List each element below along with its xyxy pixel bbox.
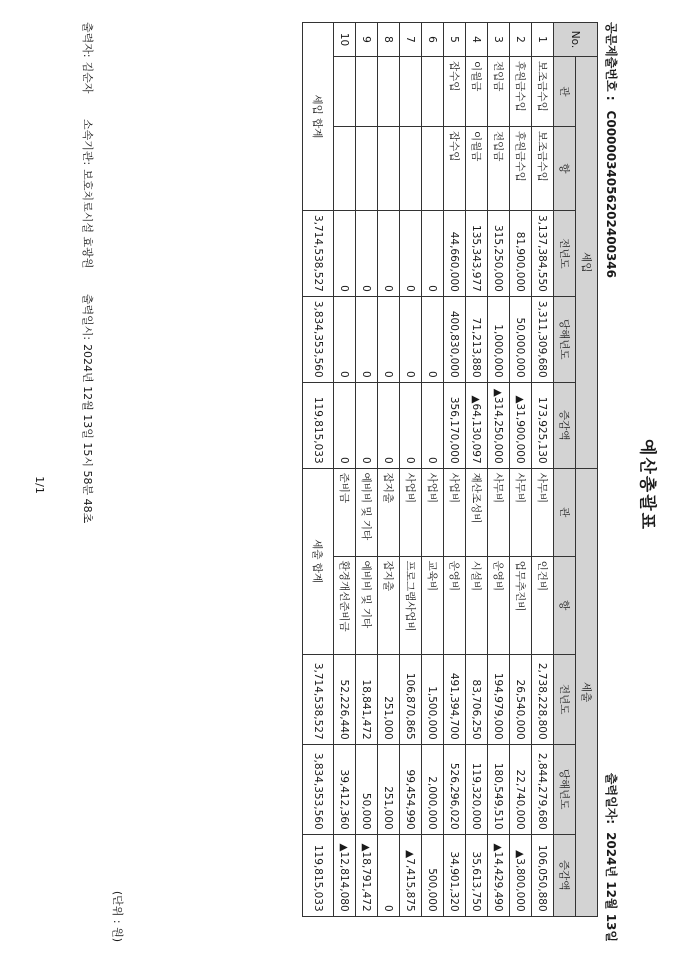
revenue-curr: 0	[356, 296, 378, 382]
header-expenditure-hang: 항	[554, 556, 576, 654]
revenue-gwan: 후원금수입	[510, 57, 532, 127]
table-row	[488, 23, 510, 917]
table-row	[378, 23, 400, 917]
expenditure-curr: 251,000	[378, 744, 400, 834]
expenditure-hang: 환경개선준비금	[334, 556, 356, 654]
expenditure-diff: 106,050,880	[532, 834, 554, 916]
table-row	[356, 23, 378, 917]
expenditure-diff: ▲7,415,875	[400, 834, 422, 916]
table-row	[532, 23, 554, 917]
revenue-gwan	[400, 57, 422, 127]
expenditure-curr: 2,844,279,680	[532, 744, 554, 834]
revenue-hang: 잡수입	[444, 127, 466, 211]
revenue-hang: 보조금수입	[532, 127, 554, 211]
revenue-curr: 50,000,000	[510, 296, 532, 382]
revenue-hang	[422, 127, 444, 211]
row-no: 4	[466, 23, 488, 57]
row-no: 9	[356, 23, 378, 57]
revenue-hang	[334, 127, 356, 211]
header-expenditure: 세출	[576, 468, 598, 916]
expenditure-gwan: 사업비	[422, 468, 444, 556]
revenue-diff: 0	[334, 382, 356, 468]
output-date-value: 2024년 12월 13일	[604, 832, 618, 942]
revenue-total-curr: 3,834,353,560	[303, 296, 334, 382]
revenue-diff: ▲64,130,097	[466, 382, 488, 468]
expenditure-prev: 194,979,000	[488, 654, 510, 744]
revenue-diff: ▲31,900,000	[510, 382, 532, 468]
revenue-gwan	[422, 57, 444, 127]
row-no: 5	[444, 23, 466, 57]
revenue-diff: 0	[378, 382, 400, 468]
revenue-diff: 0	[356, 382, 378, 468]
budget-table	[302, 22, 598, 917]
revenue-curr: 3,311,309,680	[532, 296, 554, 382]
revenue-curr: 0	[378, 296, 400, 382]
revenue-prev: 0	[378, 211, 400, 297]
expenditure-hang: 운영비	[488, 556, 510, 654]
revenue-gwan: 전입금	[488, 57, 510, 127]
revenue-prev: 0	[400, 211, 422, 297]
revenue-prev: 3,137,384,550	[532, 211, 554, 297]
document-number-value: C0000034056202400346	[604, 110, 618, 278]
header-no: No.	[554, 23, 598, 57]
expenditure-prev: 491,394,700	[444, 654, 466, 744]
expenditure-gwan: 준비금	[334, 468, 356, 556]
revenue-gwan: 이월금	[466, 57, 488, 127]
expenditure-diff: ▲18,791,472	[356, 834, 378, 916]
page-title: 예산총괄표	[637, 438, 657, 532]
expenditure-total-prev: 3,714,538,527	[303, 654, 334, 744]
revenue-diff: 173,925,130	[532, 382, 554, 468]
expenditure-total-diff: 119,815,033	[303, 834, 334, 916]
revenue-prev: 135,343,977	[466, 211, 488, 297]
totals-row	[303, 23, 334, 917]
expenditure-prev: 106,870,865	[400, 654, 422, 744]
expenditure-curr: 180,549,510	[488, 744, 510, 834]
expenditure-prev: 1,500,000	[422, 654, 444, 744]
revenue-prev: 44,660,000	[444, 211, 466, 297]
header-revenue-gwan: 관	[554, 57, 576, 127]
revenue-hang	[378, 127, 400, 211]
org-value: 보호치료시설 효광원	[81, 169, 94, 269]
expenditure-hang: 인건비	[532, 556, 554, 654]
table-row	[444, 23, 466, 917]
row-no: 2	[510, 23, 532, 57]
revenue-diff: ▲314,250,000	[488, 382, 510, 468]
output-date	[603, 773, 620, 942]
revenue-total-label: 세입 합계	[303, 23, 334, 211]
revenue-hang	[356, 127, 378, 211]
expenditure-prev: 52,226,440	[334, 654, 356, 744]
expenditure-diff: ▲3,800,000	[510, 834, 532, 916]
expenditure-gwan: 재산조성비	[466, 468, 488, 556]
table-row	[510, 23, 532, 917]
revenue-prev: 0	[356, 211, 378, 297]
revenue-total-prev: 3,714,538,527	[303, 211, 334, 297]
revenue-curr: 1,000,000	[488, 296, 510, 382]
footer-info	[80, 22, 96, 527]
row-no: 10	[334, 23, 356, 57]
expenditure-curr: 526,296,020	[444, 744, 466, 834]
header-expenditure-prev: 전년도	[554, 654, 576, 744]
header-revenue-prev: 전년도	[554, 211, 576, 297]
revenue-curr: 0	[400, 296, 422, 382]
revenue-total-diff: 119,815,033	[303, 382, 334, 468]
revenue-gwan	[334, 57, 356, 127]
revenue-curr: 0	[334, 296, 356, 382]
expenditure-hang: 잡지출	[378, 556, 400, 654]
expenditure-gwan: 사무비	[488, 468, 510, 556]
row-no: 6	[422, 23, 444, 57]
row-no: 3	[488, 23, 510, 57]
revenue-prev: 0	[422, 211, 444, 297]
revenue-diff: 0	[422, 382, 444, 468]
revenue-gwan	[356, 57, 378, 127]
revenue-hang	[400, 127, 422, 211]
expenditure-prev: 18,841,472	[356, 654, 378, 744]
expenditure-curr: 119,320,000	[466, 744, 488, 834]
expenditure-hang: 시설비	[466, 556, 488, 654]
expenditure-total-label: 세출 합계	[303, 468, 334, 654]
expenditure-gwan: 사무비	[510, 468, 532, 556]
page-number: 1/1	[33, 476, 46, 494]
expenditure-hang: 교육비	[422, 556, 444, 654]
unit-note: (단위 : 원)	[111, 890, 124, 942]
expenditure-diff: ▲12,814,080	[334, 834, 356, 916]
row-no: 8	[378, 23, 400, 57]
datetime-label: 출력일시:	[81, 293, 94, 341]
expenditure-gwan: 사업비	[400, 468, 422, 556]
expenditure-hang: 업무추진비	[510, 556, 532, 654]
revenue-diff: 356,170,000	[444, 382, 466, 468]
header-revenue-hang: 항	[554, 127, 576, 211]
expenditure-prev: 251,000	[378, 654, 400, 744]
revenue-prev: 0	[334, 211, 356, 297]
expenditure-diff: 34,901,320	[444, 834, 466, 916]
revenue-curr: 400,830,000	[444, 296, 466, 382]
expenditure-diff: 0	[378, 834, 400, 916]
expenditure-curr: 2,000,000	[422, 744, 444, 834]
author-label: 출력자:	[81, 22, 94, 58]
header-revenue-diff: 증감액	[554, 382, 576, 468]
expenditure-diff: 500,000	[422, 834, 444, 916]
row-no: 1	[532, 23, 554, 57]
expenditure-prev: 26,540,000	[510, 654, 532, 744]
revenue-prev: 81,900,000	[510, 211, 532, 297]
table-row	[466, 23, 488, 917]
header-expenditure-curr: 당해년도	[554, 744, 576, 834]
output-date-label: 출력일자:	[604, 772, 618, 825]
header-expenditure-diff: 증감액	[554, 834, 576, 916]
revenue-hang: 이월금	[466, 127, 488, 211]
revenue-hang: 후원금수입	[510, 127, 532, 211]
revenue-gwan	[378, 57, 400, 127]
expenditure-curr: 99,454,990	[400, 744, 422, 834]
expenditure-hang: 운영비	[444, 556, 466, 654]
expenditure-total-curr: 3,834,353,560	[303, 744, 334, 834]
revenue-prev: 315,250,000	[488, 211, 510, 297]
datetime-value: 2024년 12월 13일 15시 58분 48초	[81, 344, 94, 524]
expenditure-prev: 83,706,250	[466, 654, 488, 744]
org-label: 소속기관:	[81, 118, 94, 166]
revenue-curr: 0	[422, 296, 444, 382]
document-number-label: 공문제출번호 :	[604, 22, 618, 101]
expenditure-gwan: 사무비	[532, 468, 554, 556]
expenditure-diff: ▲14,429,490	[488, 834, 510, 916]
table-row	[334, 23, 356, 917]
revenue-gwan: 잡수입	[444, 57, 466, 127]
header-revenue-curr: 당해년도	[554, 296, 576, 382]
expenditure-prev: 2,738,228,800	[532, 654, 554, 744]
expenditure-curr: 22,740,000	[510, 744, 532, 834]
revenue-hang: 전입금	[488, 127, 510, 211]
expenditure-gwan: 사업비	[444, 468, 466, 556]
expenditure-gwan: 잡지출	[378, 468, 400, 556]
revenue-gwan: 보조금수입	[532, 57, 554, 127]
header-expenditure-gwan: 관	[554, 468, 576, 556]
expenditure-curr: 39,412,360	[334, 744, 356, 834]
header-revenue: 세입	[576, 57, 598, 469]
expenditure-hang: 프로그램사업비	[400, 556, 422, 654]
expenditure-curr: 50,000	[356, 744, 378, 834]
expenditure-diff: 35,613,750	[466, 834, 488, 916]
table-row	[422, 23, 444, 917]
document-number	[603, 22, 620, 278]
revenue-diff: 0	[400, 382, 422, 468]
revenue-curr: 71,213,880	[466, 296, 488, 382]
row-no: 7	[400, 23, 422, 57]
expenditure-hang: 예비비 및 기타	[356, 556, 378, 654]
author-value: 김순자	[81, 61, 94, 94]
table-row	[400, 23, 422, 917]
expenditure-gwan: 예비비 및 기타	[356, 468, 378, 556]
